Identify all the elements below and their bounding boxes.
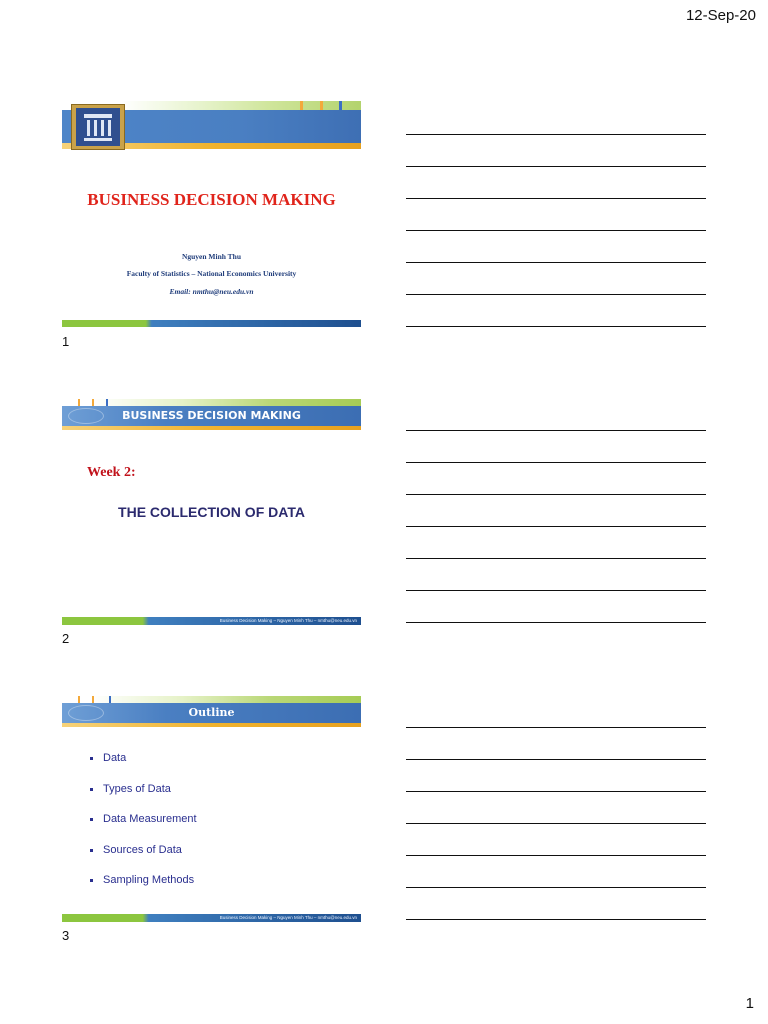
note-line — [406, 262, 706, 263]
slide-subtitle: THE COLLECTION OF DATA — [118, 504, 305, 520]
header-gold-stripe — [62, 723, 361, 727]
slide-footer-bar — [62, 617, 361, 625]
header-band — [62, 703, 361, 723]
slide-footer-bar — [62, 320, 361, 327]
footer-text: Business Decision Making – Nguyen Minh Thu – nmthu@neu.edu.vn — [219, 915, 357, 920]
header-accent-strip — [62, 696, 361, 703]
note-line — [406, 791, 706, 792]
email: Email: nmthu@neu.edu.vn — [169, 287, 254, 296]
slide-header-title: BUSINESS DECISION MAKING — [122, 409, 301, 422]
list-item: Data Measurement — [90, 813, 197, 844]
slide-title: BUSINESS DECISION MAKING — [87, 190, 336, 209]
note-line — [406, 230, 706, 231]
slide-2 — [62, 399, 361, 625]
slide-1 — [62, 101, 361, 327]
affiliation: Faculty of Statistics – National Economics University — [126, 269, 297, 278]
note-line — [406, 134, 706, 135]
note-line — [406, 622, 706, 623]
note-line — [406, 198, 706, 199]
note-line — [406, 919, 706, 920]
slide-footer-bar — [62, 914, 361, 922]
list-item: Types of Data — [90, 783, 197, 814]
list-item: Sources of Data — [90, 844, 197, 875]
note-line — [406, 462, 706, 463]
author-name: Nguyen Minh Thu — [181, 252, 242, 261]
note-line — [406, 759, 706, 760]
slide-3 — [62, 696, 361, 922]
note-line — [406, 166, 706, 167]
slide-number: 1 — [62, 334, 70, 349]
header-band — [62, 406, 361, 426]
note-line — [406, 430, 706, 431]
header-gold-stripe — [62, 426, 361, 430]
university-logo — [71, 104, 125, 150]
slide-number: 2 — [62, 631, 70, 646]
slide-number: 3 — [62, 928, 70, 943]
note-line — [406, 494, 706, 495]
note-line — [406, 526, 706, 527]
note-line — [406, 887, 706, 888]
print-date: 12-Sep-20 — [685, 7, 756, 24]
note-line — [406, 294, 706, 295]
footer-text: Business Decision Making – Nguyen Minh Thu – nmthu@neu.edu.vn — [219, 618, 357, 623]
outline-list — [90, 752, 197, 905]
slide-header-title: Outline — [188, 706, 235, 719]
note-line — [406, 558, 706, 559]
page-number: 1 — [745, 995, 754, 1012]
header-accent-strip — [62, 399, 361, 406]
note-line — [406, 823, 706, 824]
list-item: Data — [90, 752, 197, 783]
note-line — [406, 727, 706, 728]
note-line — [406, 590, 706, 591]
list-item: Sampling Methods — [90, 874, 197, 905]
week-label: Week 2: — [87, 465, 136, 480]
note-line — [406, 855, 706, 856]
note-line — [406, 326, 706, 327]
